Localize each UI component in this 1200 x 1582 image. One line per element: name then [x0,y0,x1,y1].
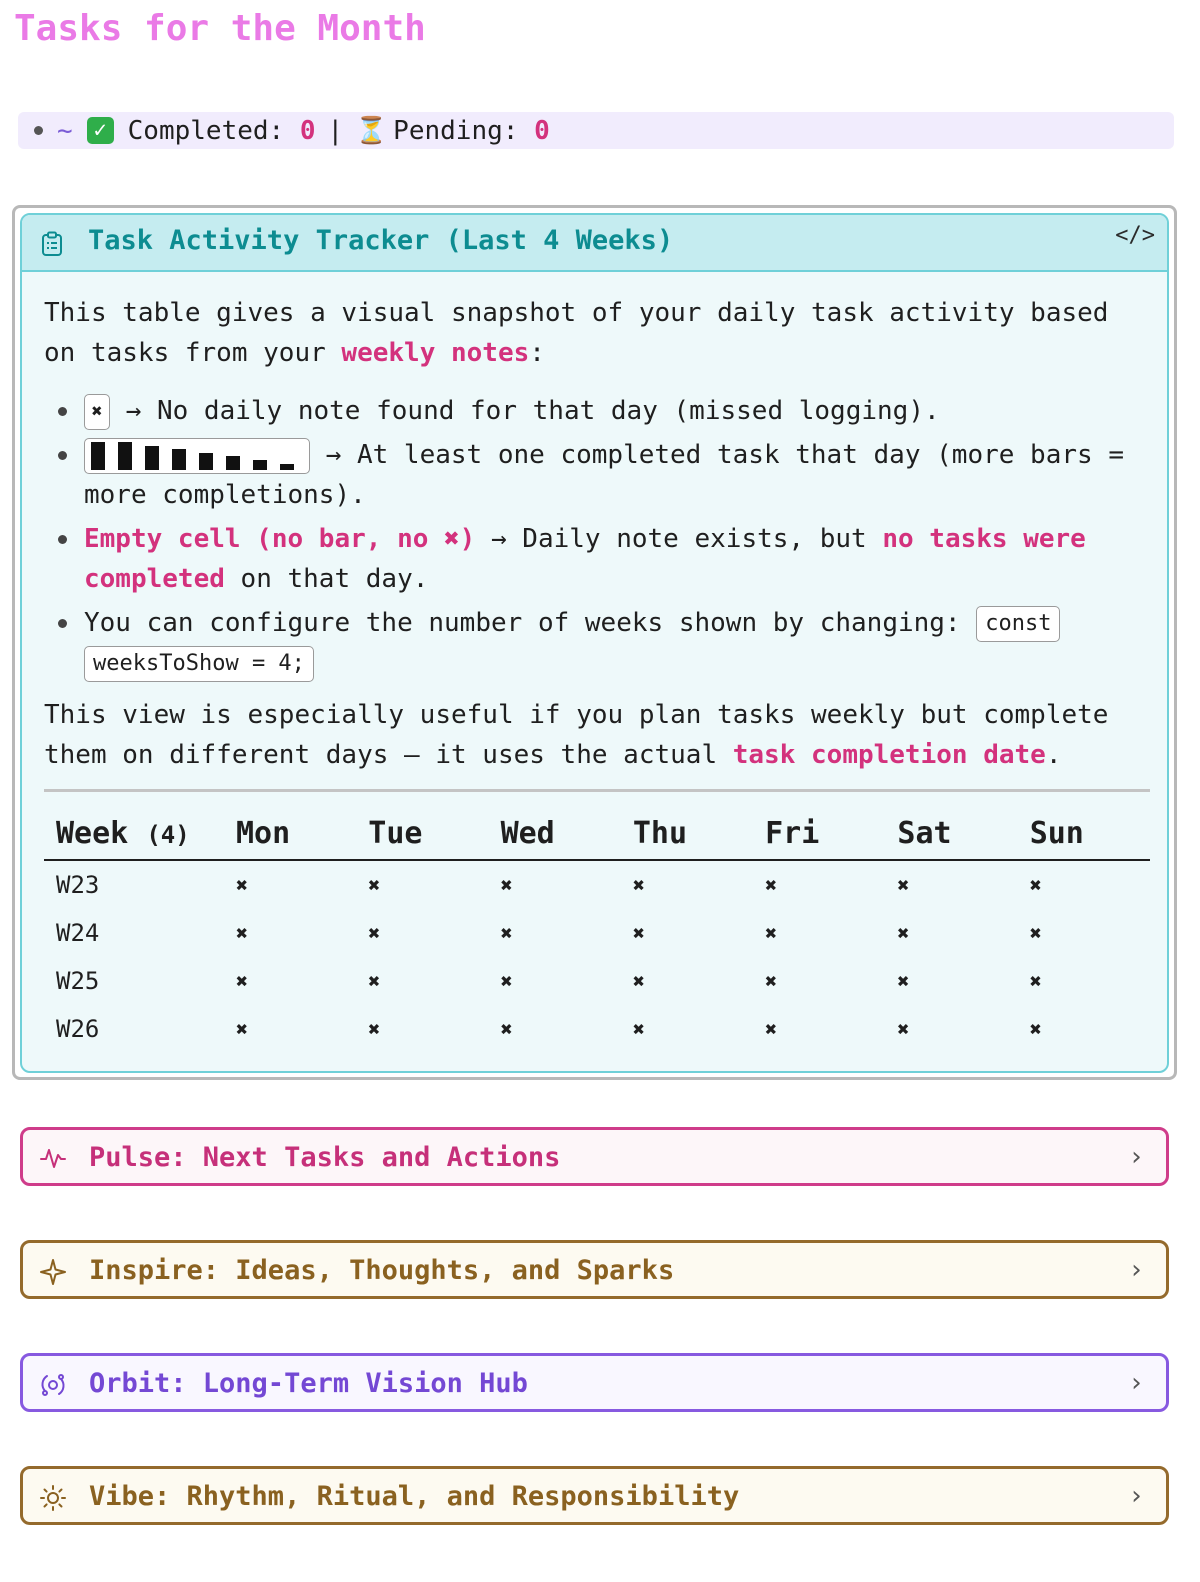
config-text: You can configure the number of weeks shown by changing: [84,608,977,638]
week-count: (4) [146,820,190,849]
divider [44,789,1150,792]
vibe-title: Vibe: Rhythm, Ritual, and Responsibility [89,1481,740,1512]
day-header: Sat [897,815,952,851]
task-completion-date-link[interactable]: task completion date [732,740,1046,770]
completed-count: 0 [299,115,316,146]
day-cell: ✖ [632,873,645,897]
chevron-right-icon: › [1128,1481,1144,1511]
day-cell: ✖ [1029,969,1042,993]
intro-colon: : [529,338,545,368]
code-view-icon[interactable]: </> [1115,223,1155,248]
outro-period: . [1045,740,1062,770]
activity-table [44,807,1150,1053]
pending-count: 0 [534,115,550,146]
level-bar [253,460,267,470]
day-cell: ✖ [1029,873,1042,897]
empty-cell-label: Empty cell (no bar, no ✖) [84,524,476,554]
chevron-right-icon: › [1128,1255,1144,1285]
legend-item-config [44,603,1154,683]
vibe-callout-toggle[interactable] [20,1466,1169,1525]
callout-title: Task Activity Tracker (Last 4 Weeks) [88,225,674,256]
bullet-dot [34,126,43,135]
orbit-title: Orbit: Long-Term Vision Hub [89,1368,528,1399]
day-header: Sun [1029,815,1084,851]
sun-icon [39,1484,67,1516]
level-bar [145,446,159,470]
week-cell: W24 [56,919,100,947]
clipboard-list-icon [40,231,64,261]
weekly-notes-link[interactable]: weekly notes [341,338,530,368]
table-row [44,957,1150,1005]
day-cell: ✖ [897,873,910,897]
day-cell: ✖ [500,921,513,945]
page-title: Tasks for the Month [14,8,426,49]
task-activity-tracker-callout [20,213,1169,1073]
hourglass-icon: ⏳ [355,115,388,146]
legend-item-bars [44,435,1154,515]
day-cell: ✖ [765,921,778,945]
day-cell: ✖ [1029,921,1042,945]
level-bar [118,442,132,470]
orbit-callout-toggle[interactable] [20,1353,1169,1412]
legend-list [44,391,1154,683]
outro-text: This view is especially useful if you plan tasks weekly but complete them on different days — it uses the actual [44,700,1109,770]
chevron-right-icon: › [1128,1368,1144,1398]
pulse-callout-toggle[interactable] [20,1127,1169,1186]
inline-code-const: const [976,606,1060,642]
day-cell: ✖ [765,873,778,897]
callout-header[interactable] [22,215,1167,272]
week-column-header [44,807,224,860]
day-cell: ✖ [500,873,513,897]
day-header: Tue [368,815,423,851]
inspire-title: Inspire: Ideas, Thoughts, and Sparks [89,1255,675,1286]
legend-missed-text: → No daily note found for that day (missed logging). [110,396,940,426]
day-cell: ✖ [897,1017,910,1041]
day-cell: ✖ [236,969,249,993]
bar-chart-icon [84,438,310,474]
level-bar [91,442,105,470]
day-cell: ✖ [897,969,910,993]
day-cell: ✖ [632,1017,645,1041]
day-header: Mon [236,815,291,851]
day-cell: ✖ [236,921,249,945]
intro-paragraph [44,293,1144,373]
legend-empty-text: → Daily note exists, but [475,524,883,554]
x-mark-icon: ✖ [84,394,110,430]
day-cell: ✖ [236,1017,249,1041]
pulse-icon [39,1145,67,1175]
sparkle-icon [39,1258,67,1290]
orbit-icon [39,1371,67,1403]
day-header: Wed [500,815,555,851]
level-bar [226,456,240,470]
day-cell: ✖ [632,969,645,993]
day-cell: ✖ [1029,1017,1042,1041]
day-cell: ✖ [897,921,910,945]
task-summary [18,112,1174,149]
week-cell: W26 [56,1015,100,1043]
day-header: Thu [632,815,688,851]
pulse-title: Pulse: Next Tasks and Actions [89,1142,561,1173]
day-cell: ✖ [632,921,645,945]
day-cell: ✖ [500,969,513,993]
day-cell: ✖ [765,969,778,993]
summary-separator: | [327,115,344,146]
day-cell: ✖ [368,969,381,993]
day-cell: ✖ [368,1017,381,1041]
legend-empty-end: on that day. [224,564,429,594]
day-header: Fri [765,815,820,851]
week-cell: W25 [56,967,100,995]
chevron-right-icon: › [1128,1142,1144,1172]
table-row [44,909,1150,957]
table-header-row [44,807,1150,860]
tilde-mark: ~ [57,115,73,146]
day-cell: ✖ [368,921,381,945]
week-header-label: Week [56,815,129,851]
day-cell: ✖ [368,873,381,897]
legend-bars-text: → At least one completed task that day (more bars = more completions). [84,440,1124,510]
completed-label: Completed: [127,115,285,146]
no-tasks-label: no tasks were completed [84,524,1086,594]
day-cell: ✖ [500,1017,513,1041]
check-icon: ✓ [87,117,114,144]
week-cell: W23 [56,871,100,899]
day-cell: ✖ [236,873,249,897]
legend-item-empty [44,519,1154,599]
legend-item-missed [44,391,1154,431]
inline-code-weeks: weeksToShow = 4; [84,646,314,682]
intro-text: This table gives a visual snapshot of your daily task activity based on tasks from your [44,298,1109,368]
level-bar [172,449,186,470]
level-bar [280,464,294,470]
table-row [44,860,1150,909]
pending-label: Pending: [393,115,519,146]
level-bar [199,453,213,470]
outro-paragraph [44,695,1144,775]
inspire-callout-toggle[interactable] [20,1240,1169,1299]
day-cell: ✖ [765,1017,778,1041]
table-row [44,1005,1150,1053]
